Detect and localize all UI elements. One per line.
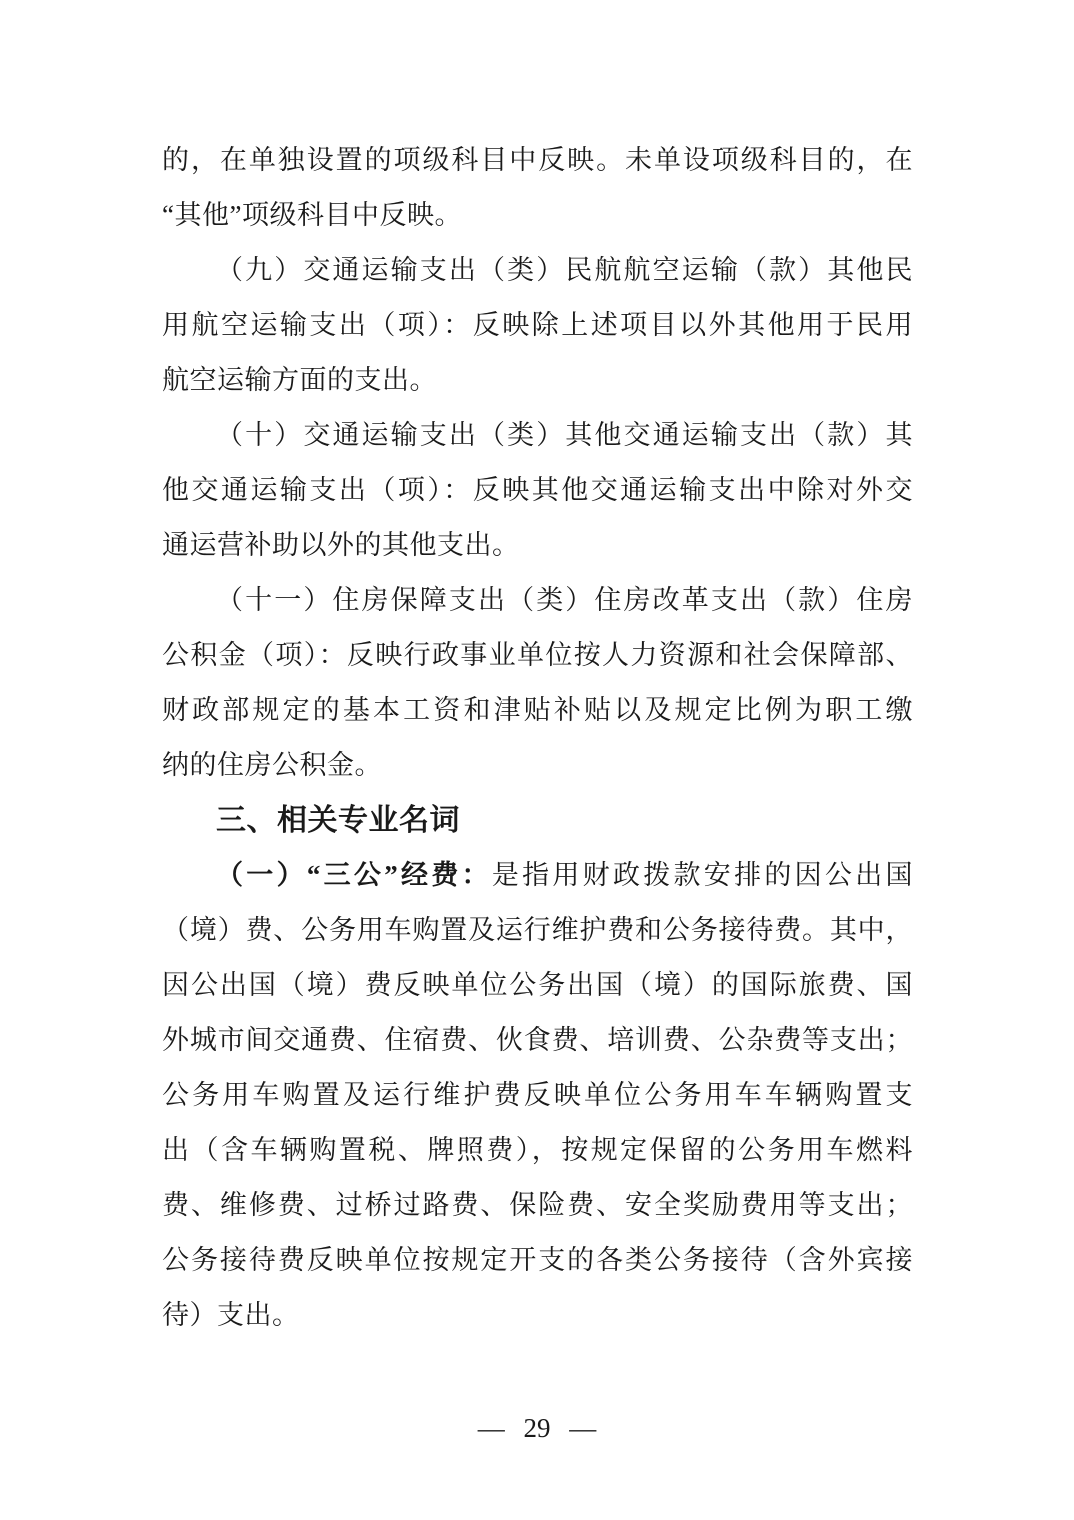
text-line: 公积金（项）：反映行政事业单位按人力资源和社会保障部、 <box>162 640 913 670</box>
page-number: — 29 — <box>477 1413 597 1443</box>
text-line: （九）交通运输支出（类）民航航空运输（款）其他民 <box>216 255 913 285</box>
text-line: 用航空运输支出（项）：反映除上述项目以外其他用于民用 <box>162 310 913 340</box>
text-line: 因公出国（境）费反映单位公务出国（境）的国际旅费、国 <box>162 970 913 1000</box>
text-line: 财政部规定的基本工资和津贴补贴以及规定比例为职工缴 <box>162 695 913 725</box>
text-line: 纳的住房公积金。 <box>162 750 382 780</box>
text-line <box>162 848 913 903</box>
text-line: 的，在单独设置的项级科目中反映。未单设项级科目的，在 <box>162 145 913 175</box>
section-heading: 三、相关专业名词 <box>216 804 460 837</box>
text-line: 他交通运输支出（项）：反映其他交通运输支出中除对外交 <box>162 475 913 505</box>
text-line: （十）交通运输支出（类）其他交通运输支出（款）其 <box>216 420 913 450</box>
term-bold: （一）“三公”经费： <box>216 860 492 890</box>
text-line: 航空运输方面的支出。 <box>162 365 437 395</box>
text-line: （境）费、公务用车购置及运行维护费和公务接待费。其中， <box>162 915 913 945</box>
text-line: 通运营补助以外的其他支出。 <box>162 530 520 560</box>
page-footer <box>0 1408 1074 1448</box>
text-line: 出（含车辆购置税、牌照费），按规定保留的公务用车燃料 <box>162 1135 913 1165</box>
document-text-column <box>162 133 913 1343</box>
text-line: 费、维修费、过桥过路费、保险费、安全奖励费用等支出； <box>162 1190 913 1220</box>
text-line: 公务接待费反映单位按规定开支的各类公务接待（含外宾接 <box>162 1245 913 1275</box>
text-line: 公务用车购置及运行维护费反映单位公务用车车辆购置支 <box>162 1080 913 1110</box>
text-line: （十一）住房保障支出（类）住房改革支出（款）住房 <box>216 585 913 615</box>
text-line: 待）支出。 <box>162 1300 300 1330</box>
text-line: “其他”项级科目中反映。 <box>162 200 462 230</box>
text-line: 外城市间交通费、住宿费、伙食费、培训费、公杂费等支出； <box>162 1025 913 1055</box>
term-definition: 是指用财政拨款安排的因公出国 <box>491 860 914 890</box>
